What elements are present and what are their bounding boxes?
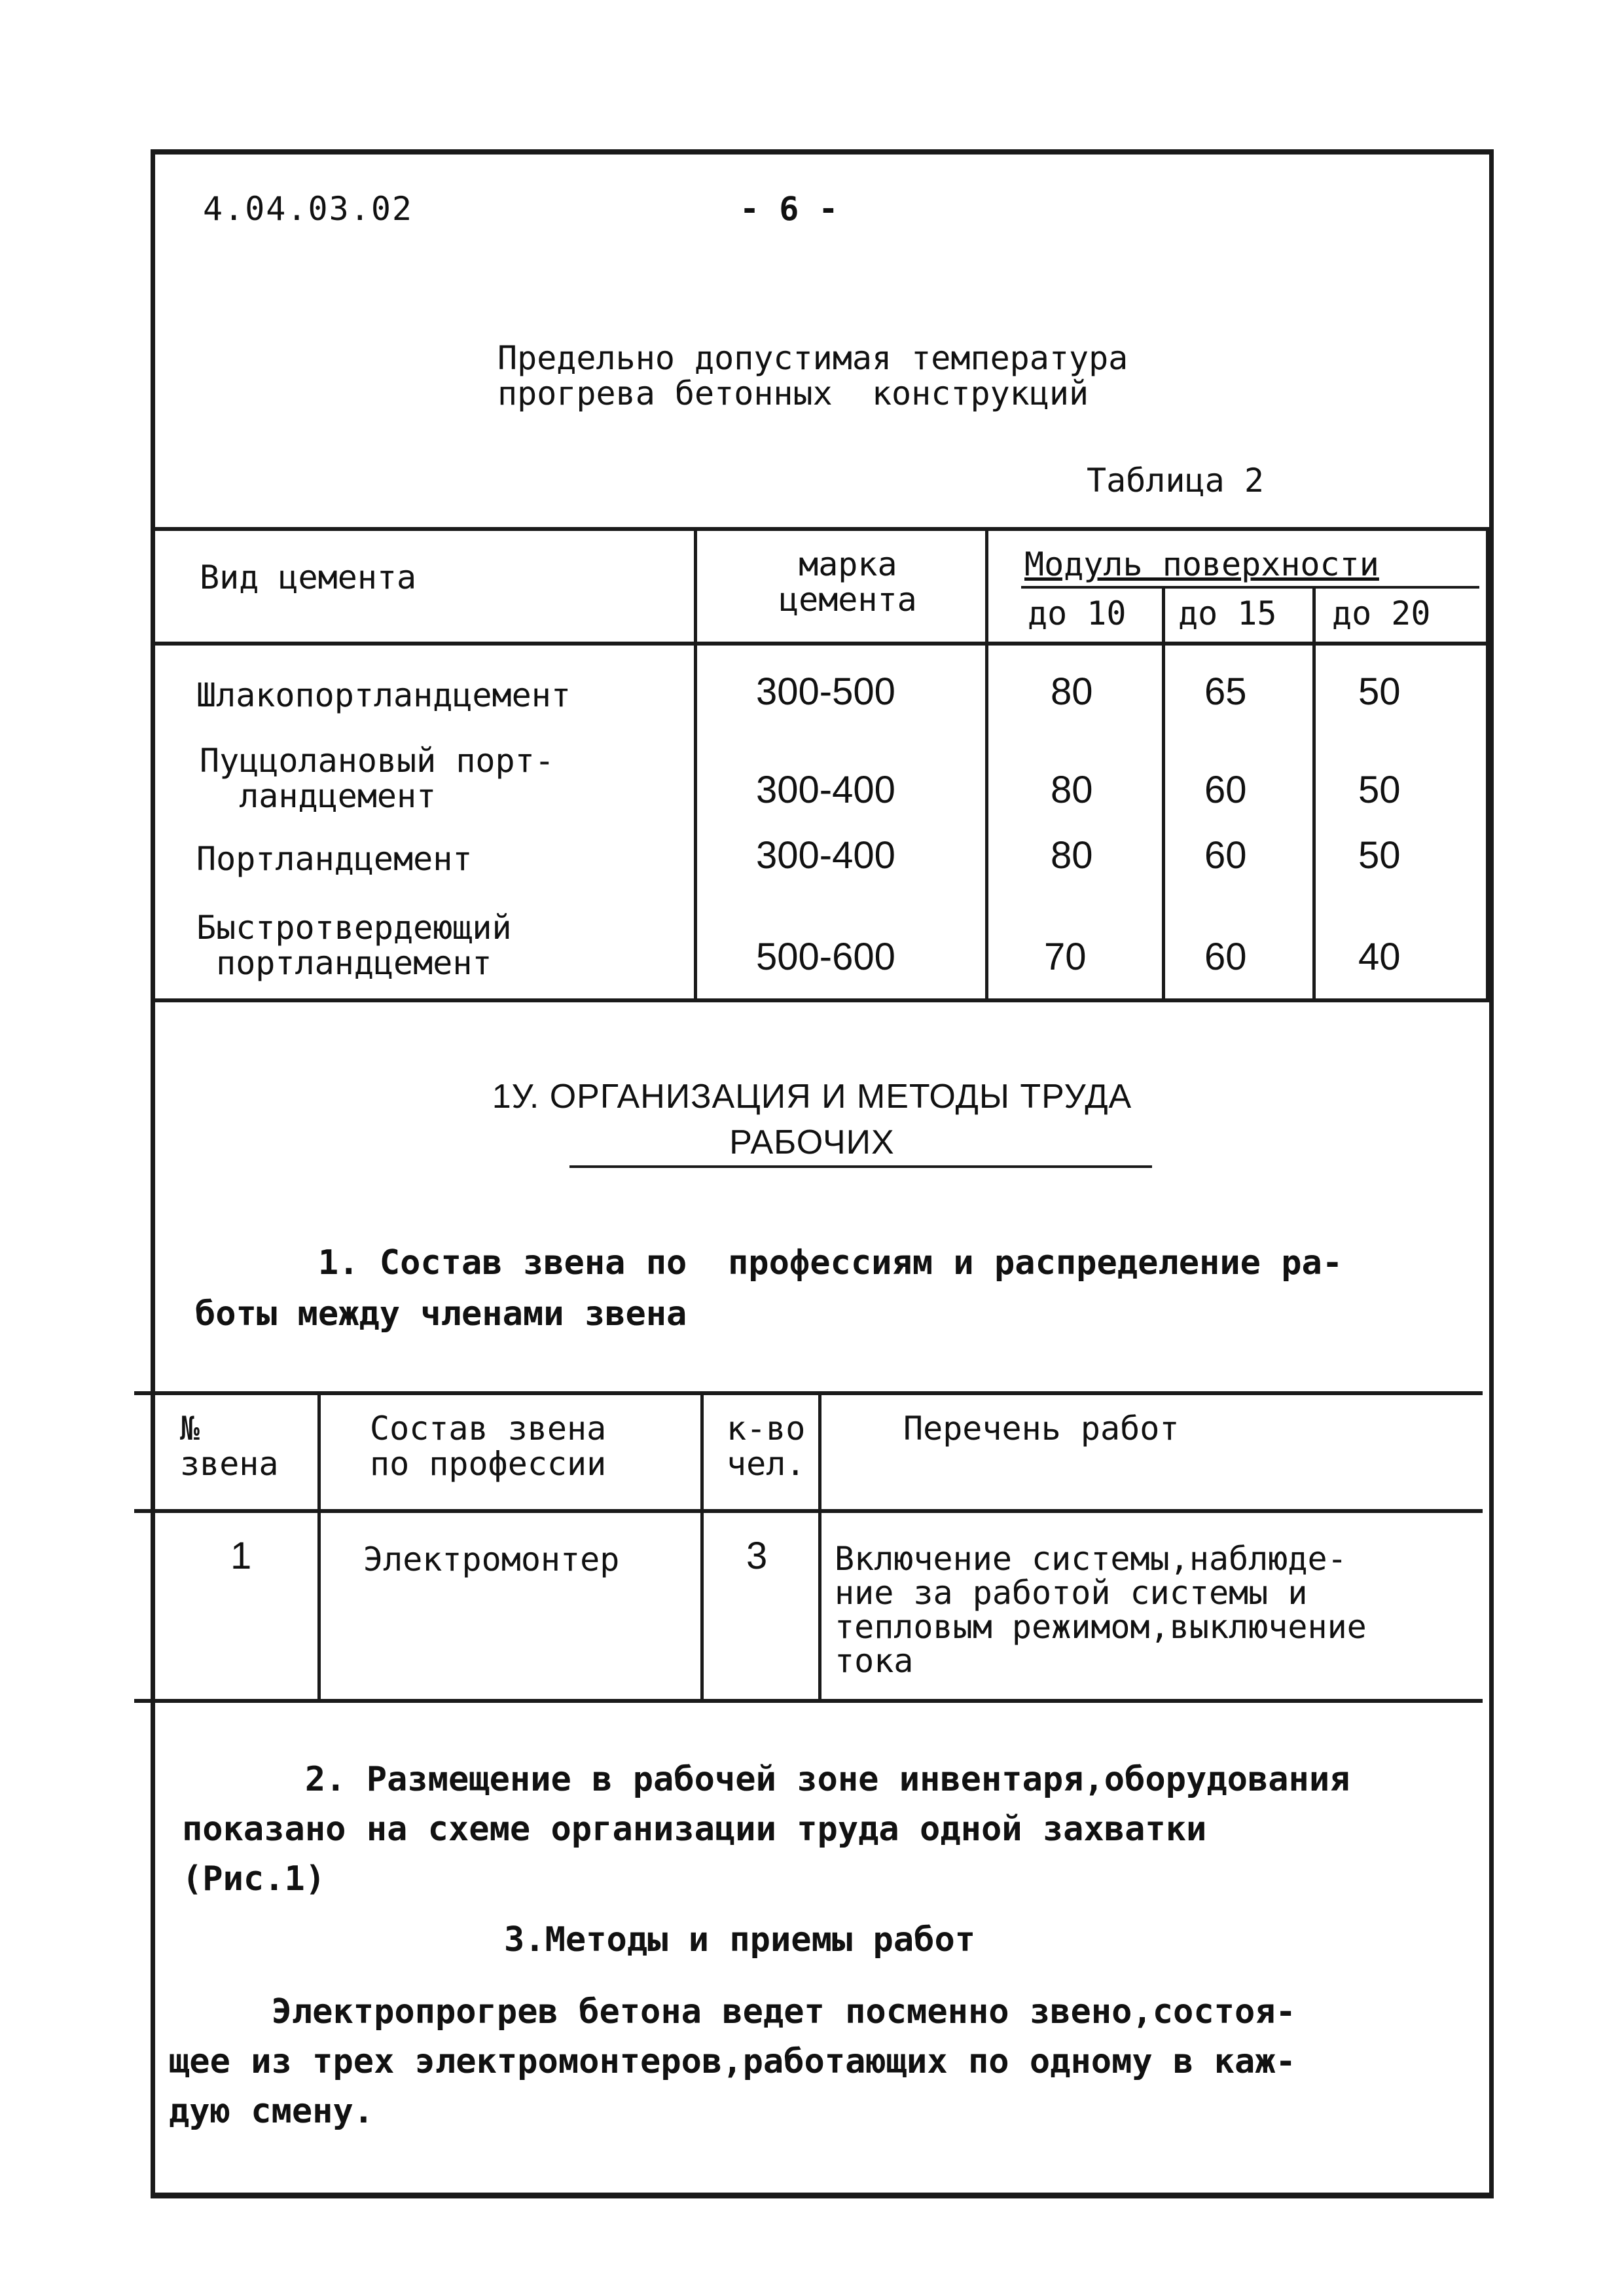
row-cement-type: Портландцемент bbox=[196, 840, 473, 878]
header-cement-type: Вид цемента bbox=[200, 558, 417, 596]
row-cement-grade: 300-500 bbox=[756, 670, 895, 713]
paragraph-1: 1. Состав звена по профессиям и распределение ра- боты между членами звена bbox=[195, 1243, 1343, 1334]
table-rule-top bbox=[134, 1391, 1483, 1395]
page-number: - 6 - bbox=[740, 190, 839, 228]
table-col-divider bbox=[1486, 530, 1489, 998]
table-col-divider bbox=[985, 530, 988, 998]
row-value-10: 80 bbox=[1051, 834, 1093, 877]
row-worker-count: 3 bbox=[746, 1535, 768, 1577]
paragraph-2: 2. Размещение в рабочей зоне инвентаря,оборудования показано на схеме организации труда одной захватки (Рис.1) bbox=[182, 1760, 1350, 1899]
header-sub-15: до 15 bbox=[1178, 594, 1277, 632]
row-value-15: 60 bbox=[1204, 834, 1247, 877]
header-sub-20: до 20 bbox=[1332, 594, 1431, 632]
table-rule-top bbox=[154, 527, 1489, 531]
table-rule-bottom bbox=[154, 998, 1489, 1002]
header-work-list: Перечень работ bbox=[903, 1410, 1180, 1448]
row-team-composition: Электромонтер bbox=[363, 1540, 620, 1578]
header-cement-grade: марка цемента bbox=[779, 545, 917, 619]
row-value-15: 65 bbox=[1204, 670, 1247, 713]
row-cement-type: Шлакопортландцемент bbox=[196, 676, 571, 714]
row-value-10: 80 bbox=[1051, 769, 1093, 811]
paragraph-3: Электропрогрев бетона ведет посменно звено,состоя- щее из трех электромонтеров,работающих по одному в каж- дую смену. bbox=[169, 1992, 1296, 2131]
table-col-divider bbox=[818, 1394, 821, 1699]
document-code: 4.04.03.02 bbox=[203, 190, 414, 228]
table-rule-header bbox=[134, 1509, 1483, 1513]
row-cement-type: Пуццолановый порт- ландцемент bbox=[200, 742, 554, 815]
row-cement-grade: 300-400 bbox=[756, 769, 895, 811]
table-col-divider bbox=[694, 530, 697, 998]
row-team-number: 1 bbox=[230, 1535, 252, 1577]
row-value-20: 40 bbox=[1358, 936, 1401, 978]
table-col-divider bbox=[1162, 588, 1165, 998]
table-label: Таблица 2 bbox=[1087, 462, 1264, 500]
row-value-15: 60 bbox=[1204, 769, 1247, 811]
row-value-10: 80 bbox=[1051, 670, 1093, 713]
header-team-number: № звена bbox=[180, 1410, 279, 1483]
row-cement-grade: 300-400 bbox=[756, 834, 895, 877]
row-cement-type: Быстротвердеющий портландцемент bbox=[196, 909, 512, 982]
section-title: 1У. ОРГАНИЗАЦИЯ И МЕТОДЫ ТРУДА bbox=[492, 1078, 1132, 1116]
row-value-15: 60 bbox=[1204, 936, 1247, 978]
row-cement-grade: 500-600 bbox=[756, 936, 895, 978]
row-value-20: 50 bbox=[1358, 834, 1401, 877]
table-col-divider bbox=[317, 1394, 321, 1699]
table-title: Предельно допустимая температура прогрева бетонных конструкций bbox=[497, 339, 1128, 412]
table-col-divider bbox=[1312, 588, 1316, 998]
header-sub-10: до 10 bbox=[1028, 594, 1127, 632]
header-team-composition: Состав звена по профессии bbox=[370, 1410, 607, 1483]
table-rule-subheader bbox=[1021, 586, 1479, 589]
row-value-20: 50 bbox=[1358, 769, 1401, 811]
table-col-divider bbox=[700, 1394, 704, 1699]
table-rule-header bbox=[154, 642, 1489, 646]
row-value-10: 70 bbox=[1044, 936, 1087, 978]
table-rule-bottom bbox=[134, 1699, 1483, 1703]
section-underline bbox=[569, 1165, 1152, 1168]
header-surface-modulus: Модуль поверхности bbox=[1024, 545, 1379, 583]
header-worker-count: к-во чел. bbox=[727, 1410, 806, 1483]
row-work-list: Включение системы,наблюде- ние за работой системы и тепловым режимом,выключение тока bbox=[835, 1540, 1367, 1680]
row-value-20: 50 bbox=[1358, 670, 1401, 713]
subheading-3: 3.Методы и приемы работ bbox=[504, 1920, 976, 1959]
section-subtitle: РАБОЧИХ bbox=[729, 1123, 895, 1161]
